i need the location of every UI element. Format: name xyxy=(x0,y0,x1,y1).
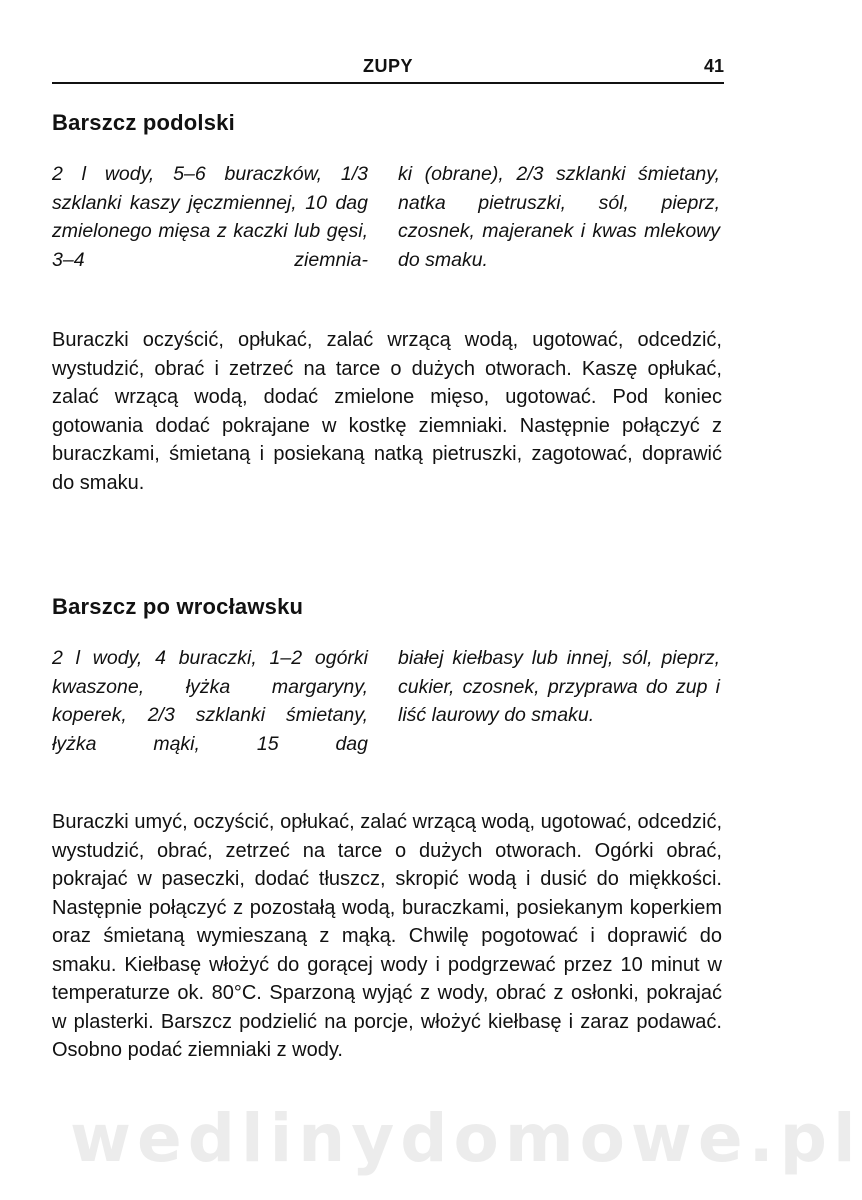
section-title: ZUPY xyxy=(362,56,413,76)
ingredients-right-column: ki (obrane), 2/3 szklanki śmietany, natka pietruszki, sól, pieprz, czosnek, majeranek i kwas mlekowy do smaku. xyxy=(398,163,720,271)
running-header xyxy=(52,52,724,84)
recipe-title: Barszcz podolski xyxy=(52,110,235,135)
ingredients-right-column: białej kiełbasy lub innej, sól, pieprz, cukier, czosnek, przyprawa do zup i liść laurowy do smaku. xyxy=(398,647,720,726)
ingredients-left-column: 2 l wody, 4 buraczki, 1–2 ogórki kwaszone, łyżka margaryny, koperek, 2/3 szklanki śmietany, łyżka mąki, 15 dag xyxy=(52,647,368,755)
recipe-title: Barszcz po wrocławsku xyxy=(52,594,304,619)
recipe-method: Buraczki umyć, oczyścić, opłukać, zalać wrzącą wodą, ugotować, odcedzić, wystudzić, obrać, zetrzeć na tarce o dużych otworach. Ogórki obrać, pokrajać w paseczki, dodać tłuszcz, skropić wodą i dusić do miękkości. Następnie połączyć z pozostałą wodą, buraczkami, posiekanym koperkiem oraz śmietaną wymieszaną z mąką. Chwilę pogotować i doprawić do smaku. Kiełbasę włożyć do gorącej wody i podgrzewać przez 10 minut w temperaturze ok. 80°C. Sparzoną wyjąć z wody, obrać z osłonki, pokrajać w plasterki. Barszcz podzielić na porcje, włożyć kiełbasę i zaraz podawać. Osobno podać ziemniaki z wody. xyxy=(52,811,722,1061)
page-number: 41 xyxy=(703,56,724,76)
recipe-method: Buraczki oczyścić, opłukać, zalać wrzącą wodą, ugotować, odcedzić, wystudzić, obrać i zetrzeć na tarce o dużych otworach. Kaszę opłukać, zalać wrzącą wodą, dodać zmielone mięso, ugotować. Pod koniec gotowania dodać pokrajane w kostkę ziemniaki. Następnie połączyć z buraczkami, śmietaną i posiekaną natką pietruszki, zagotować, doprawić do smaku. xyxy=(52,329,722,494)
watermark: wedlinydomowe.pl xyxy=(70,1100,862,1177)
ingredients-left-column: 2 l wody, 5–6 buraczków, 1/3 szklanki kaszy jęczmiennej, 10 dag zmielonego mięsa z kaczki lub gęsi, 3–4 ziemnia- xyxy=(52,163,368,271)
